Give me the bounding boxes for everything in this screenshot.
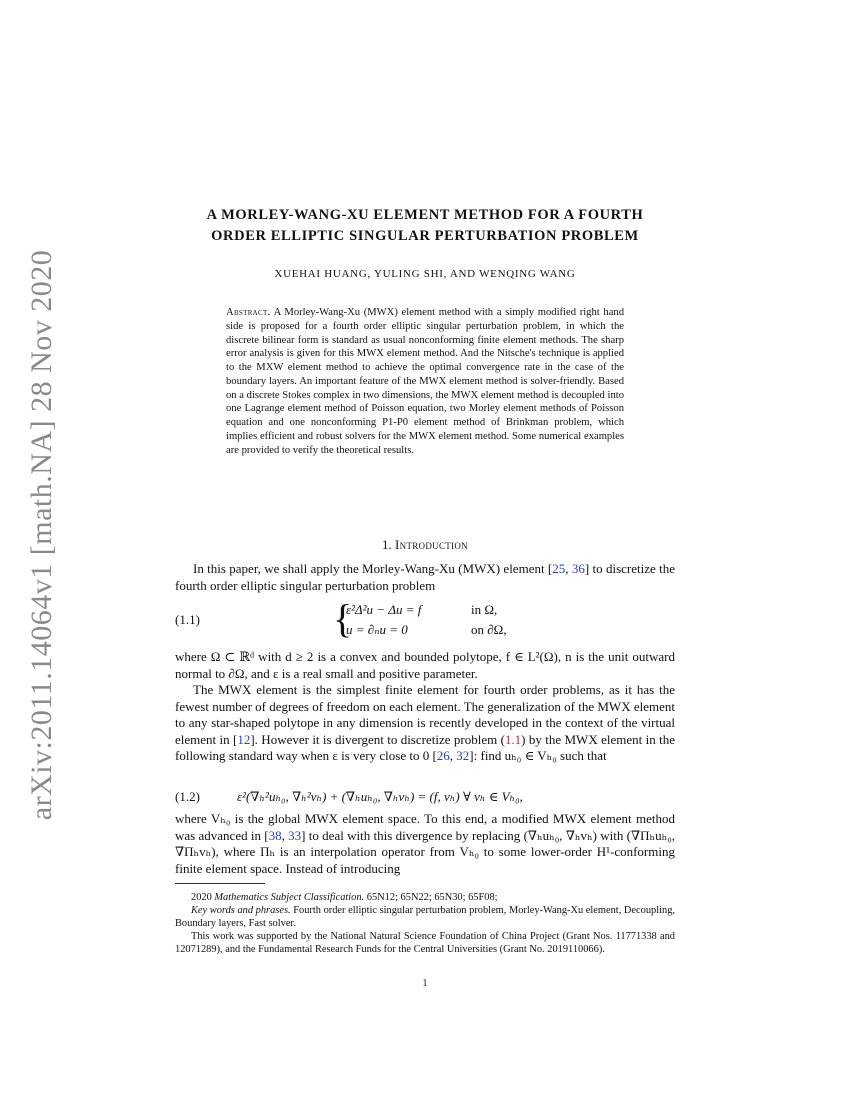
equation-number: (1.2) <box>175 789 200 804</box>
citation-link[interactable]: 32 <box>456 748 470 764</box>
text-run: where Vₕ₀ is the global MWX element space. To this end, a modified MWX element method was advanced in [ <box>175 811 675 843</box>
text-run: , <box>565 561 572 576</box>
text-run: The MWX element is the simplest finite element for fourth order problems, as it has the fewest number of degrees of freedom on each element. The generalization of the MWX element to any star-shaped polytope in any dimension is recently developed in the context of the virtual element in [ <box>175 682 675 747</box>
equation-1-1 <box>175 596 675 642</box>
case-condition: on ∂Ω, <box>471 622 507 637</box>
page-number: 1 <box>422 978 428 989</box>
citation-link[interactable]: 12 <box>237 731 251 747</box>
equation-ref-link[interactable]: 1.1 <box>504 731 522 747</box>
section-title: Introduction <box>395 537 468 552</box>
left-brace: { <box>333 596 353 641</box>
text-run: Key words and phrases. <box>191 905 291 917</box>
footnote-keywords <box>175 904 675 930</box>
text-run: ]: find uₕ₀ ∈ Vₕ₀ such that <box>469 748 607 764</box>
text-run: ) by the MWX element in the following standard way when ε is very close to 0 [ <box>175 731 675 764</box>
paragraph-mwx <box>175 682 675 765</box>
text-run: ]. However it is divergent to discretize problem ( <box>250 731 505 747</box>
title-line-1: A MORLEY-WANG-XU ELEMENT METHOD FOR A FOURTH <box>206 207 644 223</box>
abstract <box>226 306 624 457</box>
footnote-msc <box>175 891 675 904</box>
case-line-2 <box>346 622 507 638</box>
citation-link[interactable]: 26 <box>436 748 450 764</box>
text-run: , <box>449 748 457 764</box>
math: ε²Δ²u − Δu = f <box>346 602 422 617</box>
case-condition: in Ω, <box>471 602 498 617</box>
title-line-2: ORDER ELLIPTIC SINGULAR PERTURBATION PROBLEM <box>211 228 639 244</box>
citation-link[interactable]: 25 <box>552 561 566 576</box>
arxiv-id: arXiv:2011.14064v1 [math.NA] 28 Nov 2020 <box>25 249 58 821</box>
text-run: In this paper, we shall apply the Morley-Wang-Xu (MWX) element [ <box>193 561 553 576</box>
citation-link[interactable]: 33 <box>288 827 302 843</box>
text-run: Mathematics Subject Classification. <box>214 892 365 903</box>
paragraph-where: where Ω ⊂ ℝᵈ with d ≥ 2 is a convex and bounded polytope, f ∈ L²(Ω), n is the unit outward normal to ∂Ω, and ε is a real small and positive parameter. <box>175 649 675 681</box>
equation-expression: ε²(∇ₕ²uₕ₀, ∇ₕ²vₕ) + (∇ₕuₕ₀, ∇ₕvₕ) = (f, vₕ) ∀ vₕ ∈ Vₕ₀, <box>237 789 523 804</box>
abstract-label: Abstract. <box>226 307 271 318</box>
paragraph-modified <box>175 811 675 877</box>
text-run: 2020 <box>191 892 215 903</box>
text-run: Fourth order elliptic singular perturbation problem, Morley-Wang-Xu element, Decoupling, Boundary layers, Fast solver. <box>175 905 676 930</box>
section-heading <box>150 537 700 553</box>
text-run: , <box>281 827 289 843</box>
abstract-text: A Morley-Wang-Xu (MWX) element method with a simply modified right hand side is proposed for a fourth order elliptic singular perturbation problem, in which the discrete bilinear form is standard as usual nonconforming finite element methods. The sharp error analysis is given for this MWX element method. And the Nitsche's technique is applied to the MXW element method to achieve the optimal convergence rate in the case of the boundary layers. An important feature of the MWX element method is solver-friendly. Based on a discrete Stokes complex in two dimensions, the MWX element method is decoupled into one Lagrange element method of Poisson equation, two Morley element methods of Poisson equation and one nonconforming P1-P0 element method of Brinkman problem, which implies efficient and robust solvers for the MWX element method. Some numerical examples are provided to verify the theoretical results. <box>226 307 624 456</box>
authors: XUEHAI HUANG, YULING SHI, AND WENQING WANG <box>274 268 576 280</box>
math: u = ∂ₙu = 0 <box>346 622 408 637</box>
paper-title <box>150 205 700 247</box>
section-number: 1. <box>382 537 392 552</box>
text-run: 65N12; 65N22; 65N30; 65F08; <box>364 892 498 903</box>
case-line-1 <box>346 602 498 618</box>
text-run: ] to discretize the fourth order elliptic singular perturbation problem <box>175 561 675 593</box>
citation-link[interactable]: 36 <box>571 561 585 576</box>
citation-link[interactable]: 38 <box>268 827 282 843</box>
equation-number: (1.1) <box>175 612 200 627</box>
text-run: ] to deal with this divergence by replacing (∇ₕuₕ₀, ∇ₕvₕ) with (∇Πₕuₕ₀, ∇Πₕvₕ), where Πₕ is an interpolation operator from Vₕ₀ to some lower-order H¹-conforming finite element space. Instead of introducing <box>175 827 675 876</box>
footnote-rule <box>175 883 265 884</box>
footnotes <box>175 891 675 956</box>
arxiv-stamp <box>12 205 72 865</box>
paragraph-intro <box>175 561 675 594</box>
footnote-funding: This work was supported by the National Natural Science Foundation of China Project (Grant Nos. 11771338 and 12071289), and the Fundamental Research Funds for the Central Universities (Grant No. 2019110066). <box>175 931 675 956</box>
